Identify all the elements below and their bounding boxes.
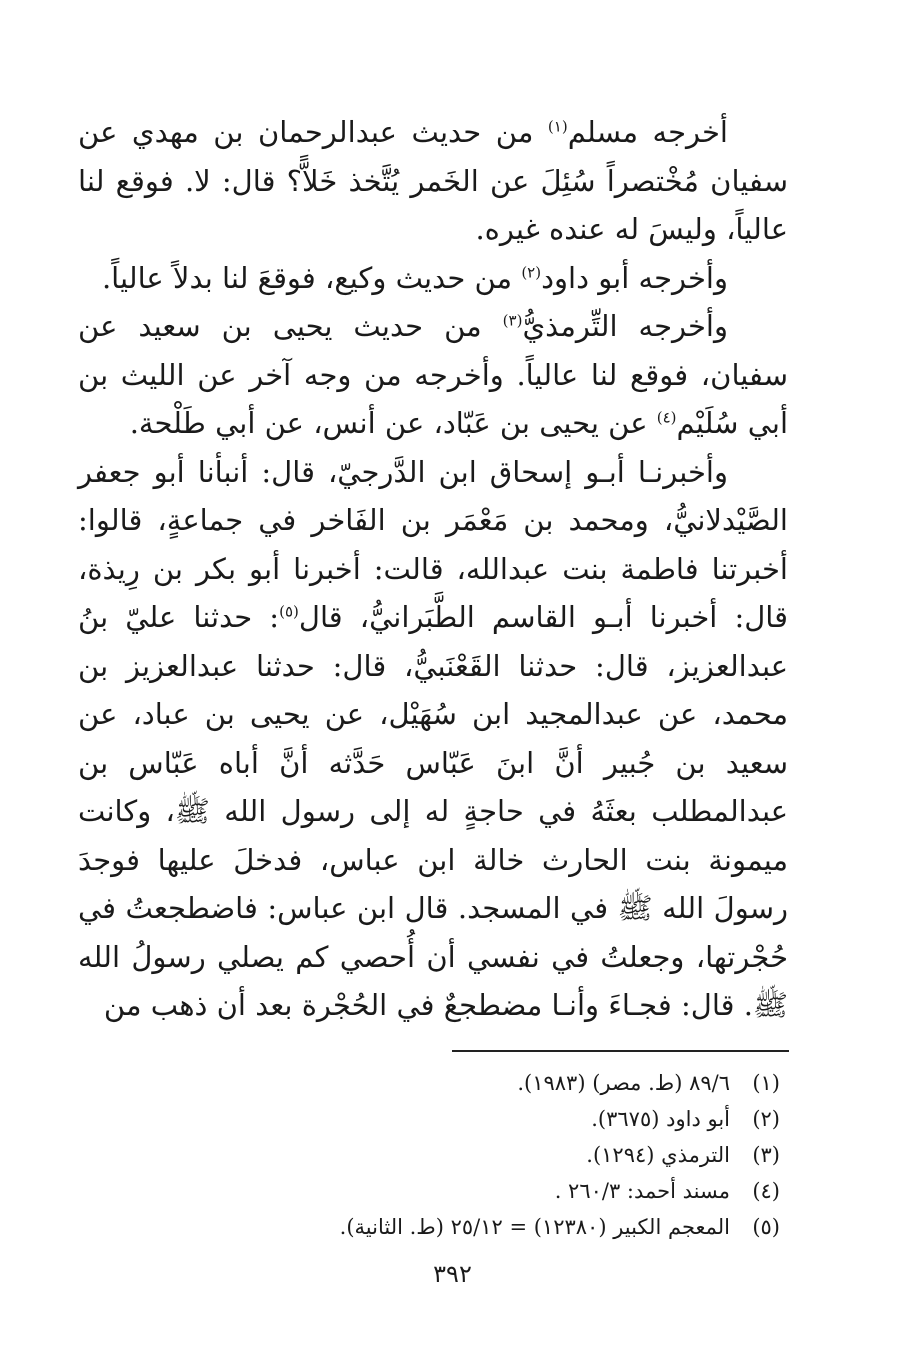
footnote-text: أبو داود (٣٦٧٥).: [591, 1107, 730, 1131]
footnote: [200, 1065, 780, 1101]
text-segment: أخرجه مسلم: [567, 115, 728, 149]
footnote-text: ٨٩/٦ (ط. مصر) (١٩٨٣).: [517, 1071, 730, 1095]
paragraph: [78, 108, 788, 254]
footnote-number: (٥): [752, 1215, 780, 1239]
text-segment: وأخرجه أبو داود: [541, 260, 728, 295]
text-segment: من حديث وكيع، فوقعَ لنا بدلاً عالياً.: [101, 260, 522, 295]
footnote-reference: (٣): [502, 311, 523, 330]
paragraph: [78, 448, 788, 1030]
text-segment: : حدثنا عليّ بنُ عبدالعزيز، قال: حدثنا القَعْنَبيُّ، قال: حدثنا عبدالعزيز بن محمد، عن عبدالمجيد ابن سُهَيْل، عن يحيى بن عباد، عن سعيد بن جُبير أنَّ ابنَ عَبّاس حَدَّثه أنَّ أباه عَبّاس بن عبدالمطلب بعثَهُ في حاجةٍ له إلى رسول الله ﷺ، وكانت ميمونة بنت الحارث خالة ابن عباس، فدخلَ عليها فوجدَ رسولَ الله ﷺ في المسجد. قال ابن عباس: فاضطجعتُ في حُجْرتها، وجعلتُ في نفسي أن أُحصي كم يصلي رسولُ الله ﷺ. قال: فجـاءَ وأنـا مضطجعٌ في الحُجْرة بعد أن ذهب من: [78, 600, 788, 1022]
footnote-text: المعجم الكبير (١٢٣٨٠) = ٢٥/١٢ (ط. الثانية).: [339, 1215, 730, 1239]
page-number: ٣٩٢: [433, 1260, 472, 1288]
footnote-number: (٣): [752, 1143, 780, 1167]
footnote-reference: (٢): [521, 262, 542, 281]
paragraph: [78, 302, 788, 448]
footnote: [200, 1137, 780, 1173]
text-segment: وأخرجه التِّرمذيُّ: [522, 309, 728, 343]
footnote-number: (١): [752, 1071, 780, 1095]
footnote-reference: (٥): [279, 602, 299, 621]
footnote-reference: (١): [547, 117, 568, 136]
footnote-text: مسند أحمد: ٢٦٠/٣ .: [554, 1179, 730, 1203]
footnotes-section: [200, 1065, 780, 1245]
footnote-number: (٤): [752, 1179, 780, 1203]
paragraph: [78, 254, 788, 303]
main-text-body: [78, 108, 788, 1030]
footnote: [200, 1173, 780, 1209]
footnote: [200, 1101, 780, 1137]
footnote-number: (٢): [752, 1107, 780, 1131]
text-segment: عن يحيى بن عَبّاد، عن أنس، عن أبي طَلْحة.: [129, 406, 657, 440]
footnote-text: الترمذي (١٢٩٤).: [586, 1143, 730, 1167]
text-segment: من حديث يحيى بن سعيد عن سفيان، فوقع لنا عالياً. وأخرجه من وجه آخر عن الليث بن أبي سُلَيْم: [78, 309, 788, 440]
text-segment: من حديث عبدالرحمان بن مهدي عن سفيان مُخْتصراً سُئِلَ عن الخَمر يُتَّخذ خَلاًّ؟ قال: لا. فوقع لنا عالياً، وليسَ له عنده غيره.: [78, 115, 788, 246]
text-segment: وأخبرنـا أبـو إسحاق ابن الدَّرجيّ، قال: أنبأنا أبو جعفر الصَّيْدلانيُّ، ومحمد بن مَعْمَر بن الفَاخر في جماعةٍ، قالوا: أخبرتنا فاطمة بنت عبدالله، قالت: أخبرنا أبو بكر بن رِيذة، قال: أخبرنا أبـو القاسم الطَّبَرانيُّ، قال: [78, 454, 788, 634]
footnote-reference: (٤): [656, 408, 677, 427]
footnote-separator: [452, 1050, 789, 1052]
footnote: [200, 1209, 780, 1245]
